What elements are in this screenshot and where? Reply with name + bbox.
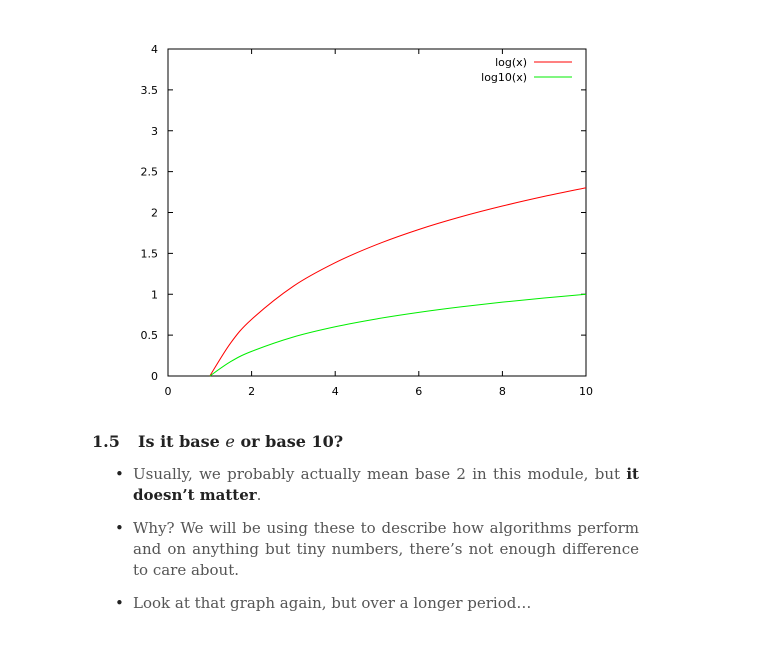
legend-label-2: log10(x) xyxy=(481,71,527,84)
y-tick-label: 2.5 xyxy=(140,165,158,179)
bullet-3-text: Look at that graph again, but over a longer period… xyxy=(133,594,532,612)
y-tick-label: 3 xyxy=(151,124,158,138)
plot-frame xyxy=(168,49,586,376)
x-tick-label: 8 xyxy=(498,385,506,398)
x-tick-label: 6 xyxy=(415,385,423,398)
bullet-icon: • xyxy=(115,519,124,537)
y-tick-label: 1 xyxy=(151,288,158,302)
series-line-1 xyxy=(210,188,586,376)
x-tick-label: 4 xyxy=(331,385,339,398)
y-tick-label: 1.5 xyxy=(140,247,158,261)
legend xyxy=(481,56,572,84)
bullet-2-text: Why? We will be using these to describe how algorithms perform and on anything but tiny numbers, there’s not enough difference to care about. xyxy=(133,519,639,579)
series-lines xyxy=(210,188,586,376)
section-title-after: or base 10? xyxy=(240,432,344,451)
list-item xyxy=(114,593,639,614)
y-tick-label: 2 xyxy=(151,206,158,220)
bullet-1-text: Usually, we probably actually mean base 2 in this module, but xyxy=(133,465,621,483)
y-tick-label: 0 xyxy=(151,370,158,383)
bullet-list xyxy=(114,464,639,626)
section-title-before: Is it base xyxy=(138,432,220,451)
bullet-1-bold: it doesn’t matter xyxy=(133,465,639,504)
bullet-icon: • xyxy=(115,594,124,612)
section-heading xyxy=(92,432,343,451)
section-title-variable: e xyxy=(225,432,235,451)
bullet-1-end: . xyxy=(256,486,262,504)
bullet-icon: • xyxy=(115,465,124,483)
list-item xyxy=(114,518,639,581)
list-item xyxy=(114,464,639,506)
x-tick-label: 2 xyxy=(248,385,256,398)
x-tick-label: 0 xyxy=(164,385,172,398)
section-number: 1.5 xyxy=(92,432,120,451)
y-tick-label: 4 xyxy=(151,43,158,56)
y-tick-label: 0.5 xyxy=(140,329,158,343)
legend-label-1: log(x) xyxy=(495,56,527,69)
x-tick-label: 10 xyxy=(579,385,593,398)
axis-ticks xyxy=(141,43,594,398)
y-tick-label: 3.5 xyxy=(140,83,158,97)
